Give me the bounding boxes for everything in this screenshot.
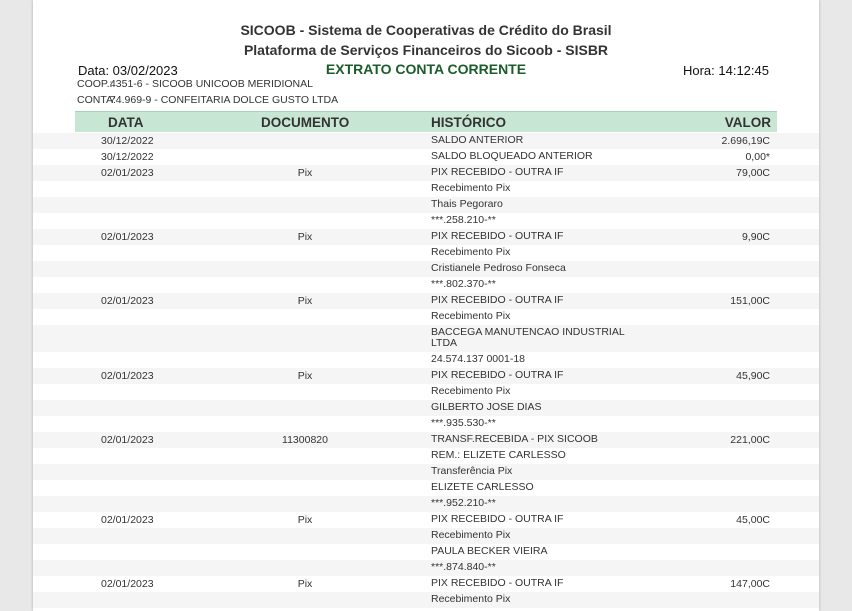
transactions-table: [33, 133, 819, 608]
column-header-historico: HISTÓRICO: [431, 115, 507, 130]
cell-value: 45,00C: [736, 514, 770, 526]
table-row: [33, 181, 819, 197]
cell-history: ***.935.530-**: [431, 417, 496, 429]
cell-history: Recebimento Pix: [431, 385, 511, 397]
account-info: [77, 94, 338, 106]
cell-date: 02/01/2023: [101, 370, 154, 382]
cell-history: Recebimento Pix: [431, 529, 511, 541]
table-row: [33, 496, 819, 512]
cell-history: Transferência Pix: [431, 465, 513, 477]
cell-history: ***.802.370-**: [431, 278, 496, 290]
cell-value: 0,00*: [745, 151, 770, 163]
column-header-documento: DOCUMENTO: [261, 115, 350, 130]
coop-info: [77, 78, 313, 90]
table-row: [33, 592, 819, 608]
cell-date: 02/01/2023: [101, 434, 154, 446]
table-row: [33, 149, 819, 165]
table-row: [33, 400, 819, 416]
table-row: [33, 512, 819, 528]
cell-value: 9,90C: [741, 231, 770, 243]
cell-document: Pix: [297, 370, 313, 382]
cell-date: 02/01/2023: [101, 578, 154, 590]
table-row: [33, 576, 819, 592]
cell-history: Recebimento Pix: [431, 593, 511, 605]
cell-document: Pix: [297, 295, 313, 307]
statement-page: [33, 0, 819, 611]
cell-value: 147,00C: [730, 578, 770, 590]
account-value: 74.969-9 - CONFEITARIA DOLCE GUSTO LTDA: [109, 94, 339, 106]
table-row: [33, 560, 819, 576]
statement-date: Data: 03/02/2023: [78, 63, 178, 78]
cell-history: Thais Pegoraro: [431, 198, 503, 210]
cell-date: 30/12/2022: [101, 151, 154, 163]
table-row: [33, 213, 819, 229]
cell-history: PIX RECEBIDO - OUTRA IF: [431, 369, 564, 381]
table-row: [33, 197, 819, 213]
cell-history: SALDO ANTERIOR: [431, 134, 524, 146]
table-row: [33, 277, 819, 293]
table-row: [33, 352, 819, 368]
cell-history: ***.874.840-**: [431, 561, 496, 573]
table-row: [33, 309, 819, 325]
table-row: [33, 448, 819, 464]
cell-value: 151,00C: [730, 295, 770, 307]
table-row: [33, 261, 819, 277]
cell-history: PAULA BECKER VIEIRA: [431, 545, 548, 557]
table-row: [33, 528, 819, 544]
cell-history: TRANSF.RECEBIDA - PIX SICOOB: [431, 433, 598, 445]
cell-history: ***.258.210-**: [431, 214, 496, 226]
table-row: [33, 133, 819, 149]
cell-value: 2.696,19C: [721, 135, 770, 147]
cell-value: 45,90C: [736, 370, 770, 382]
cell-history: BACCEGA MANUTENCAO INDUSTRIAL LTDA: [431, 326, 625, 349]
cell-history: GILBERTO JOSE DIAS: [431, 401, 542, 413]
cell-history: Recebimento Pix: [431, 182, 511, 194]
cell-date: 30/12/2022: [101, 135, 154, 147]
statement-hour: Hora: 14:12:45: [682, 63, 769, 78]
cell-history: PIX RECEBIDO - OUTRA IF: [431, 513, 564, 525]
cell-value: 79,00C: [736, 167, 770, 179]
cell-history: Recebimento Pix: [431, 310, 511, 322]
cell-document: Pix: [297, 514, 313, 526]
cell-history: PIX RECEBIDO - OUTRA IF: [431, 166, 564, 178]
cell-history: PIX RECEBIDO - OUTRA IF: [431, 294, 564, 306]
cell-document: Pix: [297, 231, 313, 243]
document-title: EXTRATO CONTA CORRENTE: [325, 61, 527, 77]
cell-history: PIX RECEBIDO - OUTRA IF: [431, 577, 564, 589]
cell-history: ELIZETE CARLESSO: [431, 481, 534, 493]
table-row: [33, 165, 819, 181]
cell-history: Recebimento Pix: [431, 246, 511, 258]
coop-value: 4351-6 - SICOOB UNICOOB MERIDIONAL: [109, 78, 313, 90]
cell-document: Pix: [297, 167, 313, 179]
table-row: [33, 384, 819, 400]
cell-document: 11300820: [282, 434, 328, 446]
cell-history: ***.952.210-**: [431, 497, 496, 509]
table-row: [33, 325, 819, 352]
coop-label: COOP.:: [77, 78, 113, 90]
cell-value: 221,00C: [730, 434, 770, 446]
cell-history: PIX RECEBIDO - OUTRA IF: [431, 230, 564, 242]
cell-date: 02/01/2023: [101, 167, 154, 179]
cell-history: 24.574.137 0001-18: [431, 353, 526, 365]
table-row: [33, 368, 819, 384]
table-row: [33, 480, 819, 496]
table-row: [33, 544, 819, 560]
cell-date: 02/01/2023: [101, 295, 154, 307]
table-row: [33, 432, 819, 448]
table-row: [33, 464, 819, 480]
header-title-line2: Plataforma de Serviços Financeiros do Sicoob - SISBR: [243, 42, 609, 58]
table-row: [33, 293, 819, 309]
table-row: [33, 416, 819, 432]
table-row: [33, 245, 819, 261]
column-header-data: DATA: [108, 115, 144, 130]
table-row: [33, 229, 819, 245]
account-label: CONTA:: [77, 94, 116, 106]
column-header-valor: VALOR: [724, 115, 771, 130]
cell-document: Pix: [297, 578, 313, 590]
cell-history: SALDO BLOQUEADO ANTERIOR: [431, 150, 593, 162]
cell-history: REM.: ELIZETE CARLESSO: [431, 449, 566, 461]
table-header: [75, 111, 777, 132]
cell-history: Cristianele Pedroso Fonseca: [431, 262, 566, 274]
header-title-line1: SICOOB - Sistema de Cooperativas de Crédito do Brasil: [240, 22, 612, 38]
cell-date: 02/01/2023: [101, 231, 154, 243]
cell-date: 02/01/2023: [101, 514, 154, 526]
